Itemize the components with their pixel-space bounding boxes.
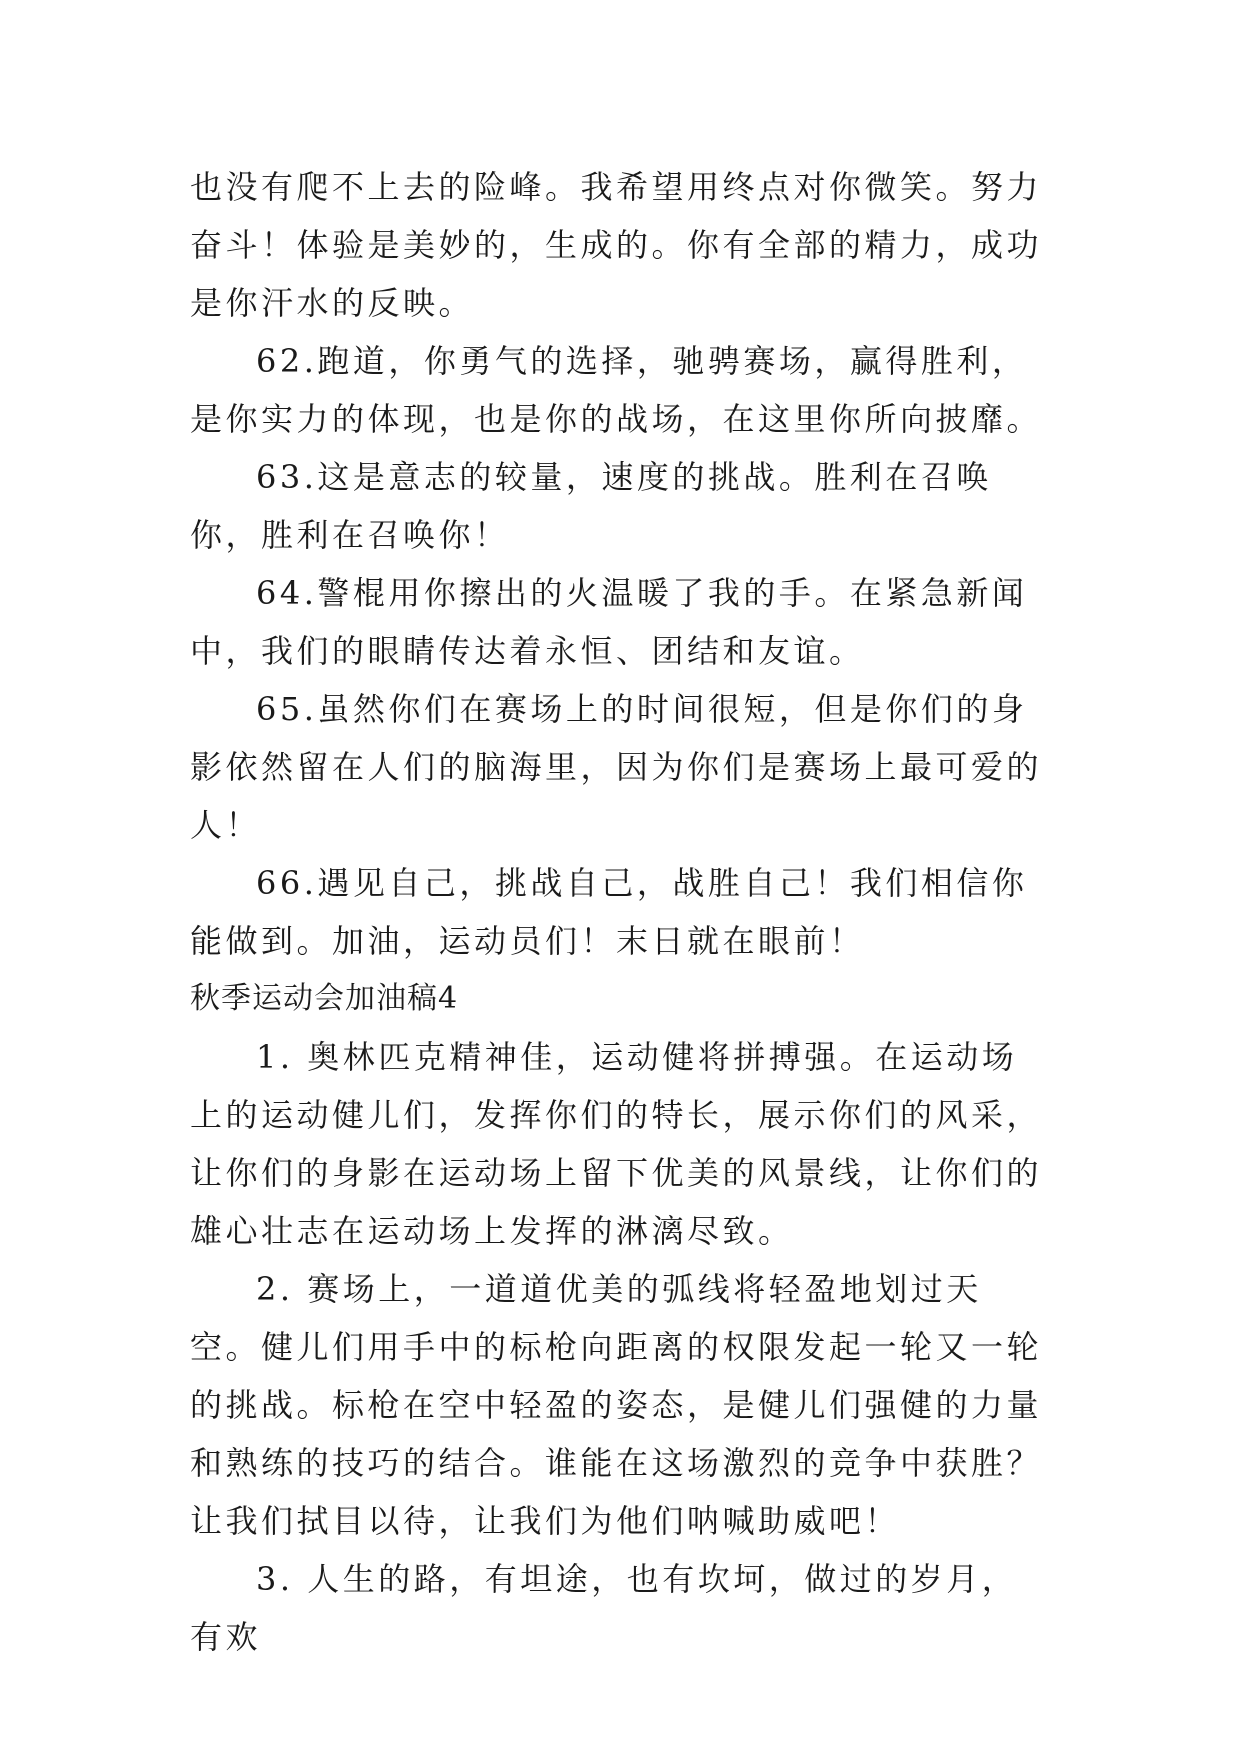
document-body [190,158,1050,1666]
paragraph-64: 64.警棍用你擦出的火温暖了我的手。在紧急新闻中，我们的眼睛传达着永恒、团结和友谊。 [190,574,1028,670]
paragraph-65: 65.虽然你们在赛场上的时间很短，但是你们的身影依然留在人们的脑海里，因为你们是赛场上最可爱的人！ [190,690,1043,844]
section-paragraph-2: 2. 赛场上，一道道优美的弧线将轻盈地划过天空。健儿们用手中的标枪向距离的权限发起一轮又一轮的挑战。标枪在空中轻盈的姿态，是健儿们强健的力量和熟练的技巧的结合。谁能在这场激烈的竞争中获胜？让我们拭目以待，让我们为他们呐喊助威吧！ [190,1270,1043,1540]
paragraph-continuation: 也没有爬不上去的险峰。我希望用终点对你微笑。努力奋斗！体验是美妙的，生成的。你有全部的精力，成功是你汗水的反映。 [190,168,1043,322]
paragraph-66: 66.遇见自己，挑战自己，战胜自己！我们相信你能做到。加油，运动员们！末日就在眼前！ [190,864,1028,960]
paragraph-62: 62.跑道，你勇气的选择，驰骋赛场，赢得胜利，是你实力的体现，也是你的战场，在这里你所向披靡。 [190,342,1043,438]
section-paragraph-3: 3. 人生的路，有坦途，也有坎坷，做过的岁月，有欢 [190,1560,1018,1656]
section-paragraph-1: 1. 奥林匹克精神佳，运动健将拼搏强。在运动场上的运动健儿们，发挥你们的特长，展示你们的风采，让你们的身影在运动场上留下优美的风景线，让你们的雄心壮志在运动场上发挥的淋漓尽致。 [190,1038,1043,1250]
section-heading: 秋季运动会加油稿4 [190,981,459,1016]
paragraph-63: 63.这是意志的较量，速度的挑战。胜利在召唤你，胜利在召唤你！ [190,458,992,554]
